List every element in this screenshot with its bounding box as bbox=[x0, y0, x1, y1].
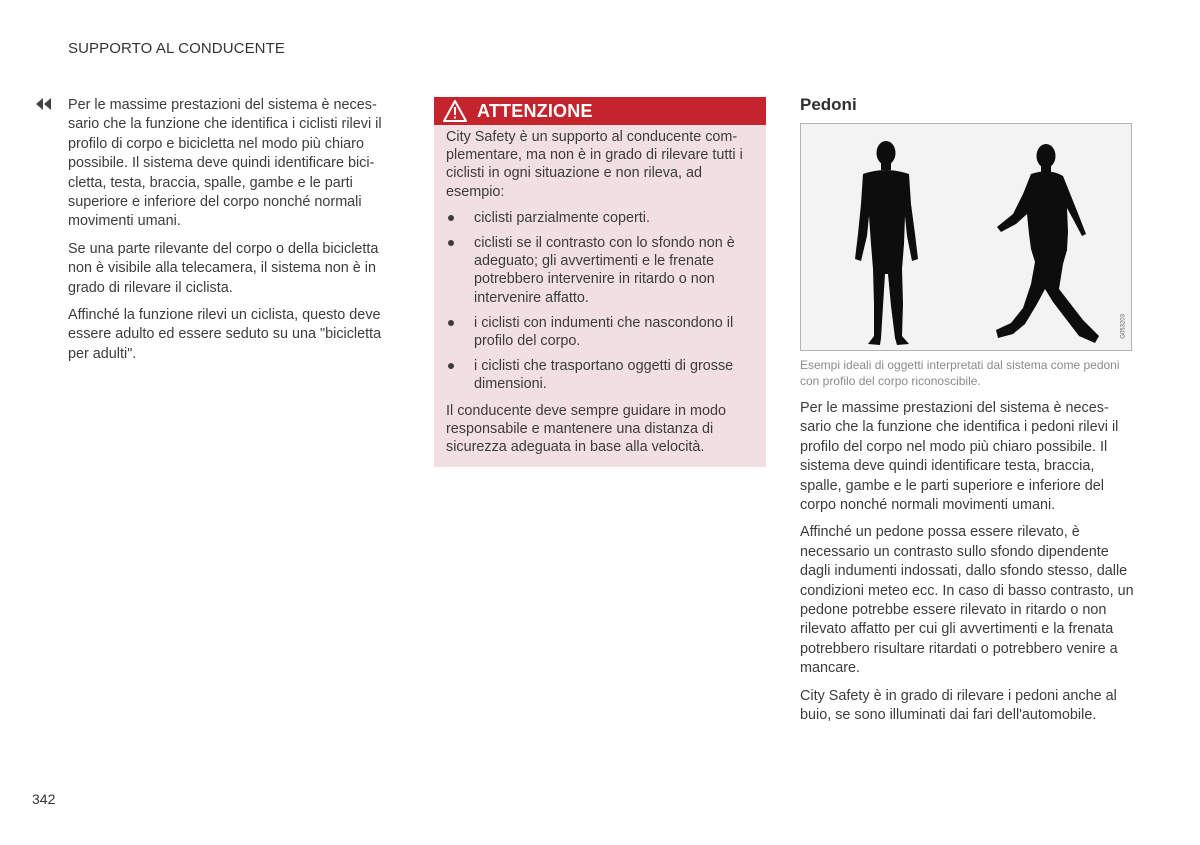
warning-header bbox=[434, 97, 766, 125]
warning-triangle-icon bbox=[443, 100, 467, 122]
figure-caption: Esempi ideali di oggetti interpretati dal sistema come pedoni con profilo del corpo riconoscibile. bbox=[800, 358, 1120, 388]
list-item: i ciclisti con indumenti che nascondono il profilo del corpo. bbox=[446, 314, 756, 350]
standing-pedestrian-icon bbox=[855, 141, 918, 345]
warning-list bbox=[446, 209, 756, 394]
pedestrian-detection-text bbox=[800, 399, 1134, 726]
list-item: ciclisti se il contrasto con lo sfondo non è adeguato; gli avvertimenti e le frenate potrebbero intervenire in ritardo o non intervenire affatto. bbox=[446, 234, 756, 307]
walking-pedestrian-icon bbox=[996, 144, 1099, 343]
pedestrian-silhouettes-illustration bbox=[801, 124, 1133, 352]
paragraph: Per le massime prestazioni del sistema è necessario che la funzione che identifica i ciclisti rilevi il profilo di corpo e bicicletta nel modo più chiaro possibile. Il sistema deve quindi identificare bicicletta, testa, braccia, spalle, gambe e le parti superiore e inferiore del corpo nonché normali movimenti umani. bbox=[68, 97, 382, 230]
double-chevron-left-icon[interactable] bbox=[35, 98, 53, 110]
figure-code: G053203 bbox=[1121, 314, 1127, 339]
paragraph: City Safety è in grado di rilevare i pedoni anche al buio, se sono illuminati dai fari dell'automobile. bbox=[800, 687, 1117, 724]
page-number: 342 bbox=[32, 791, 56, 807]
pedestrian-silhouettes-figure bbox=[800, 123, 1132, 351]
cyclist-detection-text bbox=[68, 96, 403, 372]
list-item: i ciclisti che trasportano oggetti di grosse dimensioni. bbox=[446, 357, 756, 393]
warning-intro: City Safety è un supporto al conducente complementare, ma non è in grado di rilevare tutti i ciclisti in ogni situazione e non rileva, ad esempio: bbox=[446, 129, 743, 200]
paragraph: Affinché un pedone possa essere rilevato, è necessario un contrasto sullo sfondo dipendente dagli indumenti indossati, dallo sfondo stesso, dalle condizioni meteo ecc. In caso di basso contrasto, un pedone potrebbe essere rilevato in ritardo o non rilevato affatto per cui gli avvertimenti e la frenata potrebbero risultare ritardati o potrebbero venire a mancare. bbox=[800, 524, 1134, 677]
running-header: SUPPORTO AL CONDUCENTE bbox=[68, 40, 285, 57]
paragraph: Affinché la funzione rilevi un ciclista, questo deve essere adulto ed essere seduto su una "bicicletta per adulti". bbox=[68, 307, 382, 362]
warning-title: ATTENZIONE bbox=[477, 100, 593, 121]
warning-box bbox=[434, 97, 766, 467]
warning-body bbox=[434, 125, 766, 456]
list-item: ciclisti parzialmente coperti. bbox=[446, 209, 756, 227]
paragraph: Se una parte rilevante del corpo o della bicicletta non è visibile alla telecamera, il sistema non è in grado di rilevare il ciclista. bbox=[68, 240, 379, 296]
pedestrians-section bbox=[800, 95, 1134, 734]
section-title: Pedoni bbox=[800, 95, 857, 114]
paragraph: Per le massime prestazioni del sistema è necessario che la funzione che identifica i pedoni rilevi il profilo del corpo nel modo più chiaro possibile. Il sistema deve quindi identificare testa, braccia, spalle, gambe e le parti superiore e inferiore del corpo nonché normali movimenti umani. bbox=[800, 400, 1119, 514]
warning-outro: Il conducente deve sempre guidare in modo responsabile e mantenere una distanza di sicurezza adeguata in base alla velocità. bbox=[446, 402, 726, 456]
